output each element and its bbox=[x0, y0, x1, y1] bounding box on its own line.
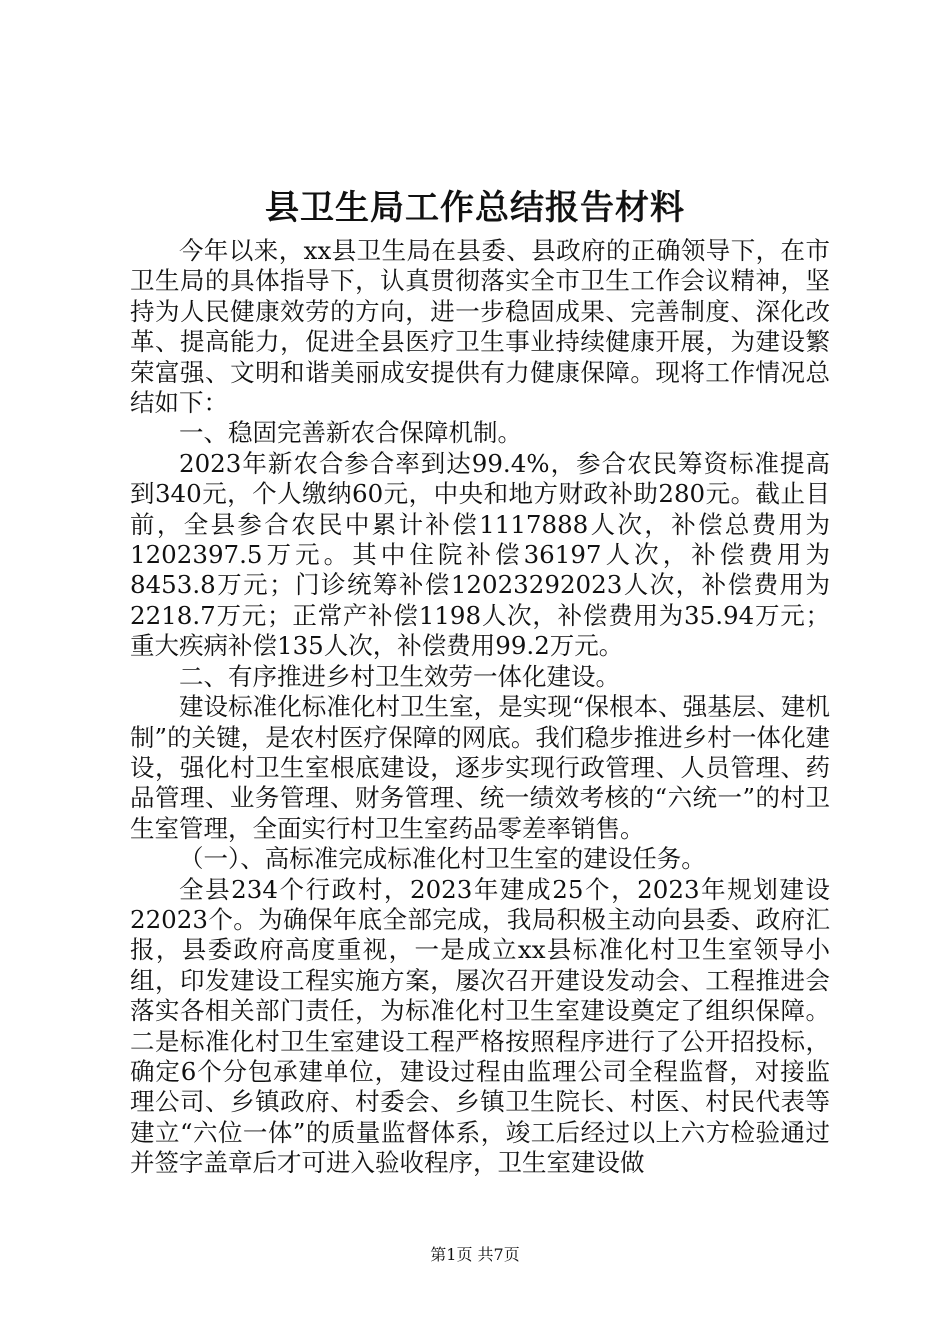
paragraph-clinic-integration: 建设标准化标准化村卫生室，是实现“保根本、强基层、建机制”的关键，是农村医疗保障的网底。我们稳步推进乡村一体化建设，强化村卫生室根底建设，逐步实现行政管理、人员管理、药品管理、业务管理、财务管理、统一绩效考核的“六统一”的村卫生室管理，全面实行村卫生室药品零差率销售。 bbox=[130, 692, 830, 843]
document-body bbox=[130, 236, 830, 1179]
section-heading-1: 一、稳固完善新农合保障机制。 bbox=[179, 418, 522, 448]
document-title: 县卫生局工作总结报告材料 bbox=[265, 188, 685, 228]
section-heading-2: 二、有序推进乡村卫生效劳一体化建设。 bbox=[179, 661, 620, 691]
page-number: 第1页 共7页 bbox=[430, 1245, 520, 1264]
paragraph-ncms: 2023年新农合参合率到达99.4%，参合农民筹资标准提高到340元，个人缴纳60元，中央和地方财政补助280元。截止目前，全县参合农民中累计补偿1117888人次，补偿总费用为1202397.5万元。其中住院补偿36197人次，补偿费用为8453.8万元；门诊统筹补偿12023292023人次，补偿费用为2218.7万元；正常产补偿1198人次，补偿费用为35.94万元；重大疾病补偿135人次，补偿费用99.2万元。 bbox=[130, 448, 830, 661]
paragraph-intro: 今年以来，xx县卫生局在县委、县政府的正确领导下，在市卫生局的具体指导下，认真贯彻落实全市卫生工作会议精神，坚持为人民健康效劳的方向，进一步稳固成果、完善制度、深化改革、提高能力，促进全县医疗卫生事业持续健康开展，为建设繁荣富强、文明和谐美丽成安提供有力健康保障。现将工作情况总结如下： bbox=[130, 236, 830, 418]
paragraph-clinic-construction: 全县234个行政村，2023年建成25个，2023年规划建设22023个。为确保年底全部完成，我局积极主动向县委、政府汇报，县委政府高度重视，一是成立xx县标准化村卫生室领导小组，印发建设工程实施方案，屡次召开建设发动会、工程推进会落实各相关部门责任，为标准化村卫生室建设奠定了组织保障。二是标准化村卫生室建设工程严格按照程序进行了公开招投标，确定6个分包承建单位，建设过程由监理公司全程监督，对接监理公司、乡镇政府、村委会、乡镇卫生院长、村医、村民代表等建立“六位一体”的质量监督体系，竣工后经过以上六方检验通过并签字盖章后才可进入验收程序，卫生室建设做 bbox=[130, 874, 830, 1178]
subsection-heading-1: （一）、高标准完成标准化村卫生室的建设任务。 bbox=[179, 844, 706, 874]
